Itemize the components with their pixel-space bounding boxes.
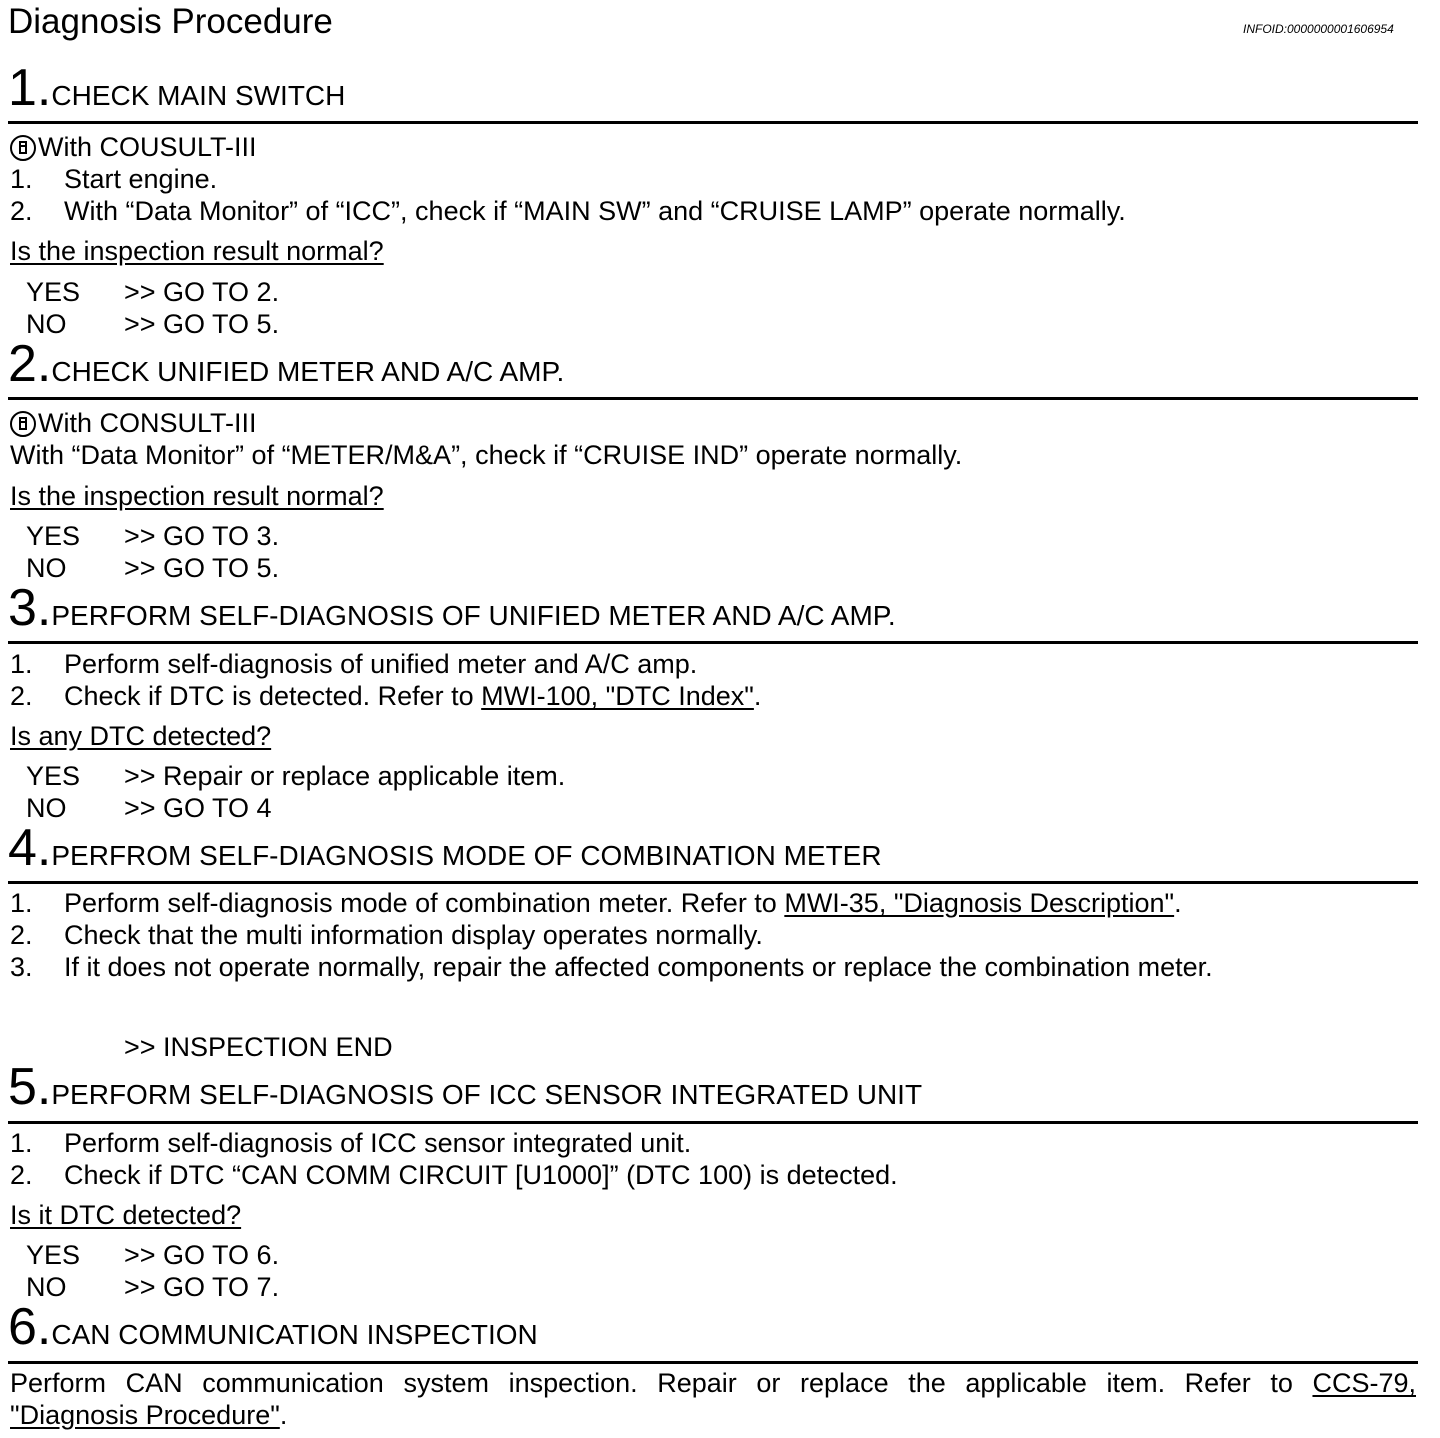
step-2-heading bbox=[8, 335, 565, 393]
list-item-text: Perform self-diagnosis of ICC sensor integrated unit. bbox=[64, 1128, 692, 1158]
list-item-text: With “Data Monitor” of “ICC”, check if “MAIN SW” and “CRUISE LAMP” operate normally. bbox=[64, 196, 1126, 226]
step-4-number: 4. bbox=[8, 819, 52, 877]
step-1-title: CHECK MAIN SWITCH bbox=[51, 80, 346, 111]
step-6-number: 6. bbox=[8, 1298, 52, 1356]
step-2-tool bbox=[10, 407, 257, 439]
answer-no-action: >> GO TO 5. bbox=[124, 309, 280, 339]
answer-yes-action: >> GO TO 6. bbox=[124, 1240, 280, 1270]
step-4-title: PERFROM SELF-DIAGNOSIS MODE OF COMBINATION METER bbox=[51, 840, 882, 871]
step-2-title: CHECK UNIFIED METER AND A/C AMP. bbox=[51, 356, 565, 387]
answer-no-action: >> GO TO 5. bbox=[124, 553, 280, 583]
answer-yes-label: YES bbox=[26, 277, 81, 307]
list-item: 1. bbox=[10, 164, 33, 194]
consult-tool-icon bbox=[10, 411, 36, 437]
step-5-title: PERFORM SELF-DIAGNOSIS OF ICC SENSOR INTEGRATED UNIT bbox=[51, 1079, 923, 1110]
answer-no-action: >> GO TO 4 bbox=[124, 793, 272, 823]
answer-no-label: NO bbox=[26, 553, 67, 583]
step-3-number: 3. bbox=[8, 579, 52, 637]
step-5-question: Is it DTC detected? bbox=[10, 1200, 242, 1230]
answer-yes-action: >> Repair or replace applicable item. bbox=[124, 761, 566, 791]
list-item: 2. bbox=[10, 920, 33, 950]
step-3-heading bbox=[8, 579, 896, 637]
step-5-heading bbox=[8, 1058, 923, 1116]
step-2-number: 2. bbox=[8, 335, 52, 393]
list-item-text: Perform self-diagnosis of unified meter and A/C amp. bbox=[64, 649, 698, 679]
info-id: INFOID:0000000001606954 bbox=[1243, 22, 1394, 36]
page-title: Diagnosis Procedure bbox=[8, 2, 333, 41]
step-6-body-line2: "Diagnosis Procedure". bbox=[10, 1400, 288, 1430]
step-2-question: Is the inspection result normal? bbox=[10, 481, 384, 511]
step-6-body-text: Perform CAN communication system inspection. Repair or replace the applicable item. Refer to bbox=[10, 1368, 1293, 1398]
list-item: 2. bbox=[10, 1160, 33, 1190]
step-1-number: 1. bbox=[8, 59, 52, 117]
list-item-text-prefix: Perform self-diagnosis mode of combination meter. Refer to bbox=[64, 888, 785, 918]
step-1-divider bbox=[8, 121, 1418, 124]
list-item-text: Check if DTC is detected. Refer to MWI-100, "DTC Index". bbox=[64, 681, 762, 711]
answer-yes-label: YES bbox=[26, 1240, 81, 1270]
step-3-divider bbox=[8, 641, 1418, 644]
list-item: 1. bbox=[10, 649, 33, 679]
answer-yes-action: >> GO TO 3. bbox=[124, 521, 280, 551]
list-item-text: Start engine. bbox=[64, 164, 218, 194]
consult-tool-icon bbox=[10, 135, 36, 161]
inspection-end: >> INSPECTION END bbox=[124, 1032, 393, 1062]
step-2-body: With “Data Monitor” of “METER/M&A”, check if “CRUISE IND” operate normally. bbox=[10, 440, 963, 470]
list-item: 2. bbox=[10, 681, 33, 711]
list-item-text: Check if DTC “CAN COMM CIRCUIT [U1000]” (DTC 100) is detected. bbox=[64, 1160, 898, 1190]
answer-no-label: NO bbox=[26, 309, 67, 339]
step-6-divider bbox=[8, 1361, 1418, 1364]
list-item-text: Check that the multi information display operates normally. bbox=[64, 920, 763, 950]
step-2-tool-label: With CONSULT-III bbox=[38, 408, 257, 438]
step-6-body bbox=[10, 1367, 1416, 1399]
step-6-heading bbox=[8, 1298, 538, 1356]
can-diagnosis-link-part2[interactable]: "Diagnosis Procedure" bbox=[10, 1400, 280, 1430]
answer-yes-label: YES bbox=[26, 521, 81, 551]
step-5-divider bbox=[8, 1121, 1418, 1124]
step-4-divider bbox=[8, 881, 1418, 884]
answer-no-label: NO bbox=[26, 793, 67, 823]
step-3-question: Is any DTC detected? bbox=[10, 721, 272, 751]
list-item-text: Perform self-diagnosis mode of combination meter. Refer to MWI-35, "Diagnosis Description". bbox=[64, 888, 1182, 918]
step-6-title: CAN COMMUNICATION INSPECTION bbox=[51, 1319, 538, 1350]
step-1-heading bbox=[8, 59, 346, 117]
step-2-divider bbox=[8, 397, 1418, 400]
list-item-text: If it does not operate normally, repair the affected components or replace the combination meter. bbox=[64, 952, 1213, 982]
answer-yes-action: >> GO TO 2. bbox=[124, 277, 280, 307]
list-item: 3. bbox=[10, 952, 33, 982]
step-5-number: 5. bbox=[8, 1058, 52, 1116]
list-item: 2. bbox=[10, 196, 33, 226]
diagnosis-description-link[interactable]: MWI-35, "Diagnosis Description" bbox=[784, 888, 1175, 918]
can-diagnosis-link-part1[interactable]: CCS-79, bbox=[1312, 1368, 1416, 1398]
list-item: 1. bbox=[10, 888, 33, 918]
step-1-tool-label: With COUSULT-III bbox=[38, 132, 257, 162]
step-1-tool bbox=[10, 131, 257, 163]
list-item-text-prefix: Check if DTC is detected. Refer to bbox=[64, 681, 482, 711]
step-4-heading bbox=[8, 819, 882, 877]
dtc-index-link[interactable]: MWI-100, "DTC Index" bbox=[481, 681, 754, 711]
answer-no-action: >> GO TO 7. bbox=[124, 1272, 280, 1302]
list-item: 1. bbox=[10, 1128, 33, 1158]
step-3-title: PERFORM SELF-DIAGNOSIS OF UNIFIED METER AND A/C AMP. bbox=[51, 600, 896, 631]
answer-no-label: NO bbox=[26, 1272, 67, 1302]
step-1-question: Is the inspection result normal? bbox=[10, 236, 384, 266]
answer-yes-label: YES bbox=[26, 761, 81, 791]
